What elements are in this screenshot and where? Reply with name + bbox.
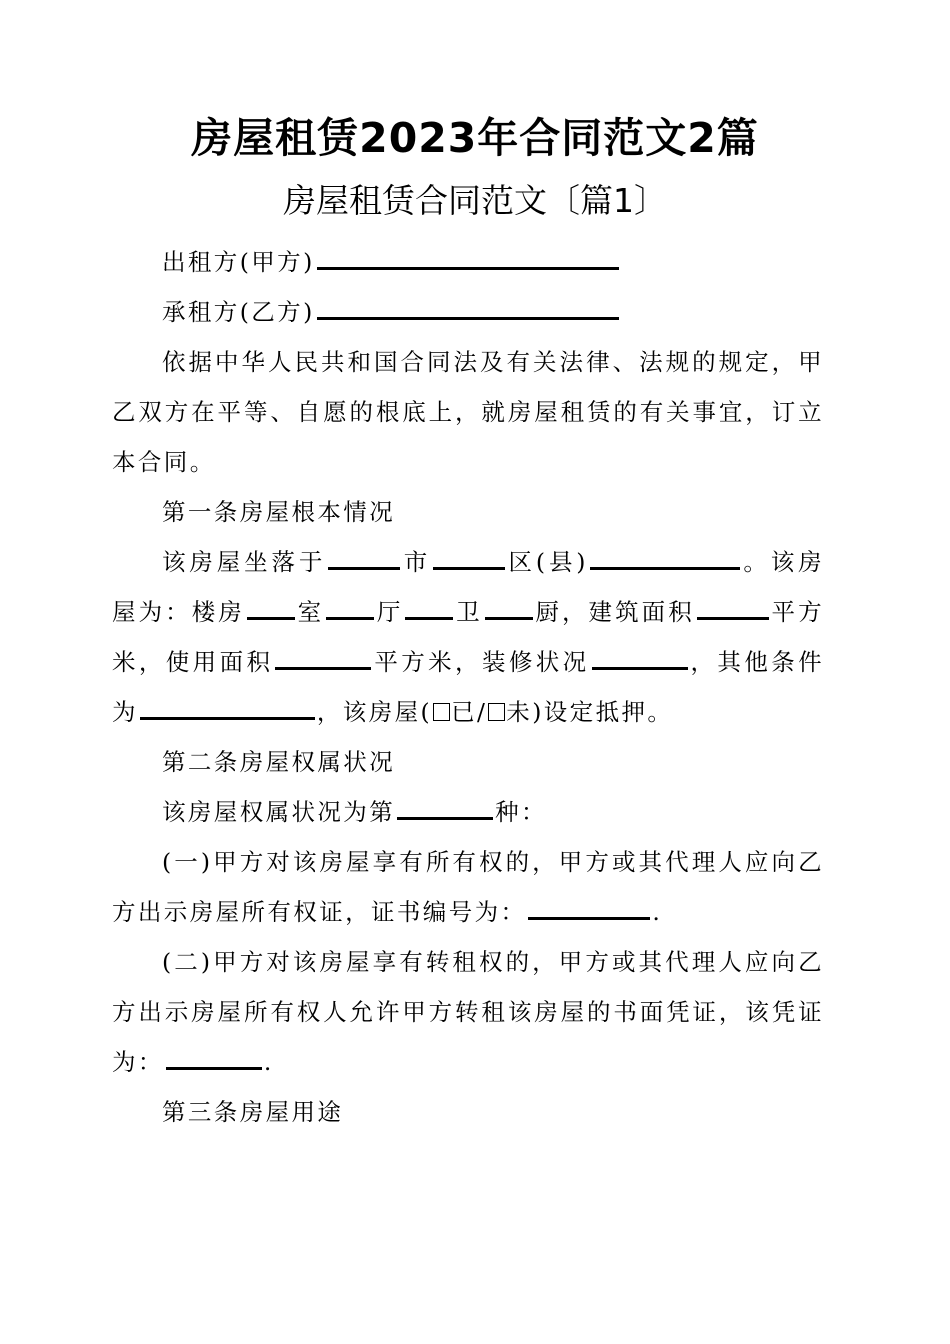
text-segment: 平方米，装修状况 [373,648,590,676]
voucher-blank [166,1049,262,1070]
lessor-label: 出租方(甲方) [162,248,315,276]
text-segment: (一)甲方对该房屋享有所有权的，甲方或其代理人应向乙方出示房屋所有权证，证书编号为： [112,848,824,926]
article-1-title: 第一条房屋根本情况 [162,498,396,526]
text-segment: . [263,1048,274,1076]
text-segment: 区(县) [507,548,588,576]
text-segment: 平方米，使用面积 [112,598,825,676]
kitchen-blank [485,599,533,620]
checkbox-mortgaged [433,703,450,721]
text-segment: ，其他条件为 [112,648,825,726]
text-segment: . [652,898,663,926]
text-segment: 市 [402,548,432,576]
text-segment: 该房屋坐落于 [162,548,327,576]
bath-blank [405,599,453,620]
district-blank [433,549,505,570]
text-segment: 厅 [376,598,404,626]
other-conditions-blank [140,699,315,720]
address-blank [590,549,740,570]
document-subtitle: 房屋租赁合同范文〔篇1〕 [283,181,667,220]
text-segment: 未)设定抵押。 [506,698,674,726]
ownership-type-blank [397,799,493,820]
lessor-line [112,237,824,287]
contract-body [112,237,824,1137]
certificate-number-blank [528,899,650,920]
text-segment: 该房屋权属状况为第 [162,798,396,826]
room-blank [247,599,295,620]
article-1-paragraph [112,537,824,737]
hall-blank [326,599,374,620]
article-2-title: 第二条房屋权属状况 [162,748,396,776]
city-blank [328,549,400,570]
checkbox-not-mortgaged [488,703,505,721]
lessee-label: 承租方(乙方) [162,298,315,326]
article-3-title: 第三条房屋用途 [162,1098,344,1126]
text-segment: (二)甲方对该房屋享有转租权的，甲方或其代理人应向乙方出示房屋所有权人允许甲方转租该房屋的书面凭证，该凭证为： [112,948,824,1076]
intro-paragraph: 依据中华人民共和国合同法及有关法律、法规的规定，甲乙双方在平等、自愿的根底上，就房屋租赁的有关事宜，订立本合同。 [112,348,824,476]
build-area-blank [697,599,769,620]
decoration-blank [592,649,688,670]
text-segment: 种： [495,798,547,826]
text-segment: 。该房屋为：楼房 [112,548,824,626]
article-2-item-2 [112,937,824,1087]
document-title: 房屋租赁2023年合同范文2篇 [191,114,759,162]
lessor-blank [317,249,619,270]
article-2-intro [112,787,824,837]
text-segment: 已/ [451,698,488,726]
lessee-blank [317,299,619,320]
article-2-item-1 [112,837,824,937]
text-segment: 卫 [455,598,483,626]
text-segment: ，该房屋( [316,698,433,726]
lessee-line [112,287,824,337]
use-area-blank [275,649,371,670]
text-segment: 厨，建筑面积 [534,598,695,626]
text-segment: 室 [296,598,325,626]
